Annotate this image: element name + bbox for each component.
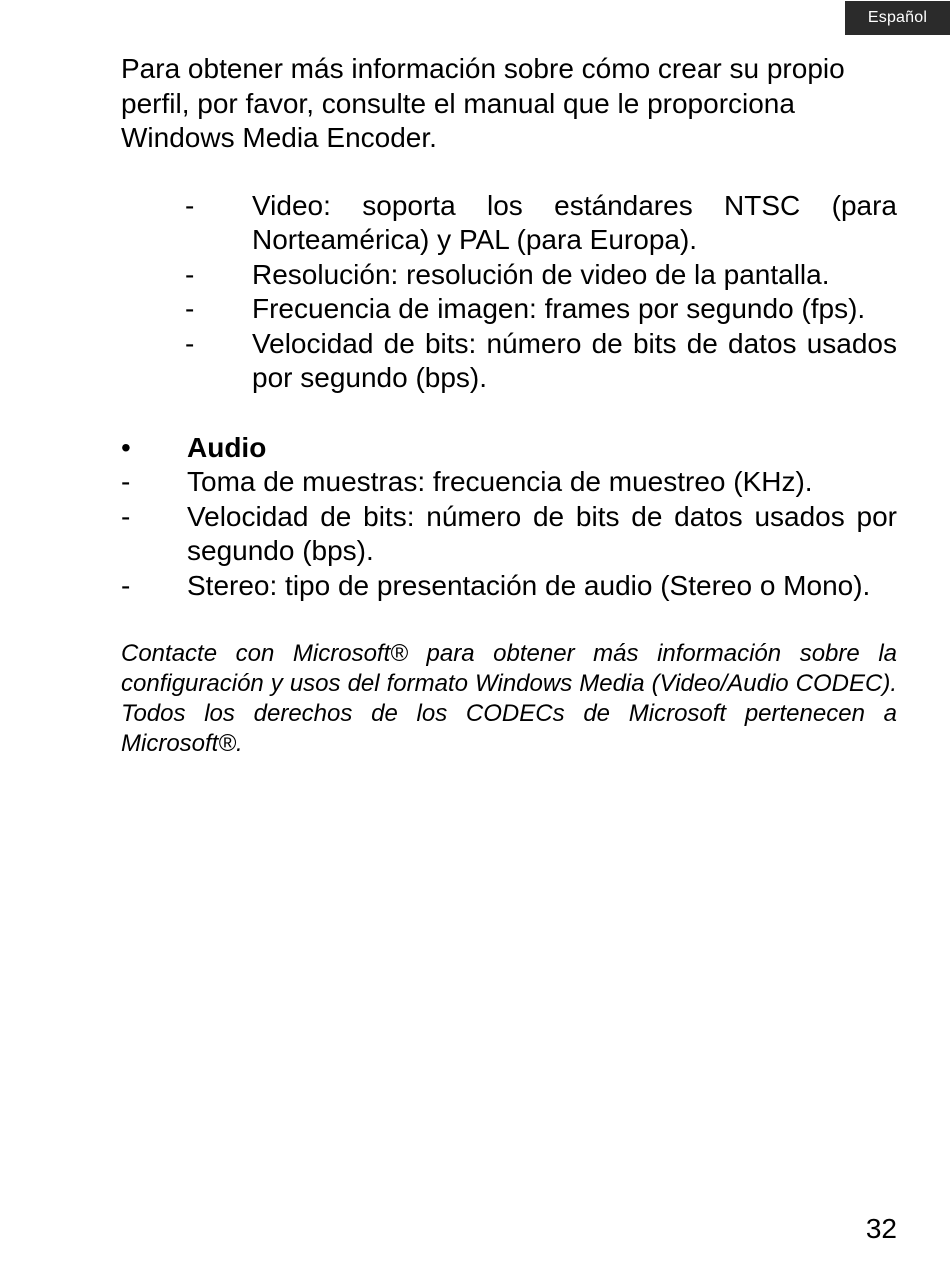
page-content bbox=[121, 52, 897, 759]
list-item bbox=[121, 500, 897, 569]
list-item bbox=[121, 569, 897, 604]
list-item bbox=[121, 327, 897, 396]
list-item bbox=[121, 258, 897, 293]
list-dash: - bbox=[185, 327, 195, 359]
list-dash: - bbox=[121, 500, 131, 532]
list-item-text: Video: soporta los estándares NTSC (para Norteamérica) y PAL (para Europa). bbox=[252, 189, 897, 255]
list-item-text: Velocidad de bits: número de bits de datos usados por segundo (bps). bbox=[252, 327, 897, 393]
bullet-icon: • bbox=[121, 431, 131, 463]
list-item-text: Toma de muestras: frecuencia de muestreo (KHz). bbox=[187, 466, 813, 497]
audio-section-heading bbox=[121, 431, 897, 466]
list-item-text: Velocidad de bits: número de bits de datos usados por segundo (bps). bbox=[187, 500, 897, 566]
list-item bbox=[121, 292, 897, 327]
list-item bbox=[121, 189, 897, 258]
list-item-text: Resolución: resolución de video de la pantalla. bbox=[252, 258, 830, 290]
list-item-text: Frecuencia de imagen: frames por segundo (fps). bbox=[252, 293, 866, 324]
list-dash: - bbox=[121, 466, 131, 497]
intro-paragraph: Para obtener más información sobre cómo crear su propio perfil, por favor, consulte el manual que le proporciona Windows Media Encoder. bbox=[121, 53, 845, 153]
page-number: 32 bbox=[865, 1213, 897, 1244]
list-dash: - bbox=[185, 293, 195, 324]
microsoft-note: Contacte con Microsoft® para obtener más información sobre la configuración y usos del formato Windows Media (Video/Audio CODEC). Todos los derechos de los CODECs de Microsoft pertenecen a Microsoft®. bbox=[121, 640, 897, 757]
list-dash: - bbox=[185, 258, 195, 290]
list-item bbox=[121, 465, 897, 500]
list-item-text: Stereo: tipo de presentación de audio (Stereo o Mono). bbox=[187, 569, 871, 601]
video-settings-list bbox=[121, 189, 897, 396]
audio-settings-list bbox=[121, 465, 897, 603]
language-tab: Español bbox=[845, 1, 950, 35]
list-dash: - bbox=[121, 569, 131, 601]
list-dash: - bbox=[185, 189, 195, 221]
audio-heading-text: Audio bbox=[187, 431, 267, 463]
